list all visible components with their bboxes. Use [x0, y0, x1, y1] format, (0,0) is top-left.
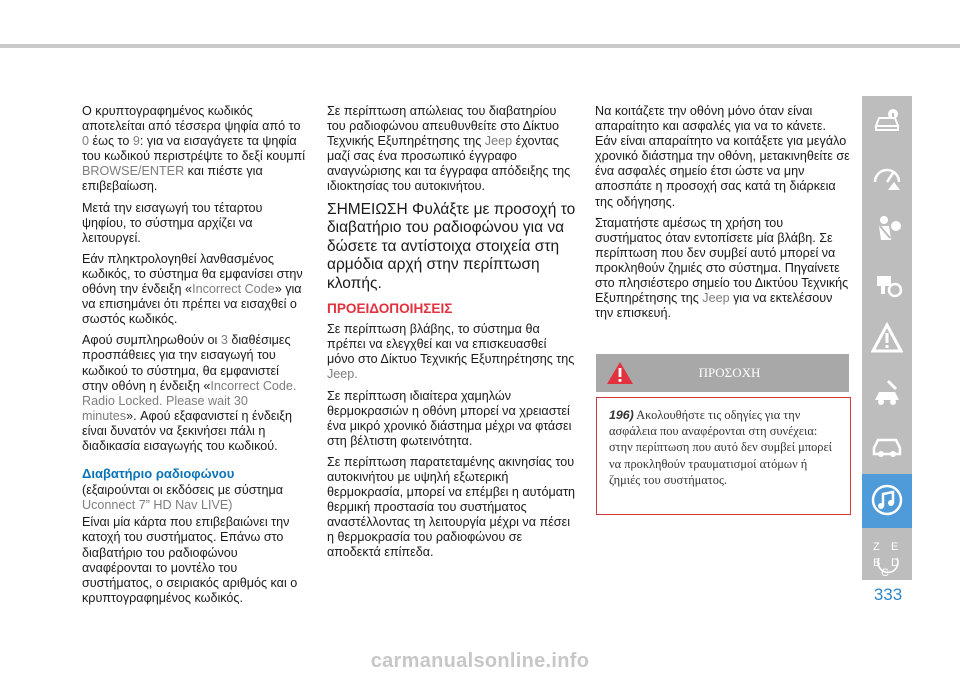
warning-number: 196) [609, 408, 634, 422]
note-keep-passport: ΣΗΜΕΙΩΣΗ Φυλάξτε με προσοχή το διαβατήριο του ραδιοφώνου για να δώσετε τα αντίστοιχα στοιχεία στη αρμόδια αρχή στην περίπτωση κλοπής. [327, 200, 576, 292]
tab-specifications[interactable] [862, 420, 912, 474]
grey-text: 9 [132, 134, 140, 149]
dashboard-warning-icon [871, 160, 903, 192]
tab-dashboard[interactable] [862, 150, 912, 204]
svg-text:D: D [891, 557, 899, 569]
warning-header [596, 354, 849, 392]
text-run: για να εκτελέσουν την επισκευή. [595, 291, 833, 321]
paragraph-radio-locked [82, 333, 306, 454]
paragraph-low-temperature: Σε περίπτωση ιδιαίτερα χαμηλών θερμοκρασιών η οθόνη μπορεί να χρειαστεί ένα μικρό χρονικό διάστημα μέχρι να φτάσει στη βέλτιστη φωτεινότητα. [327, 388, 572, 448]
heading-warnings: ΠΡΟΕΙΔΟΠΟΙΗΣΕΙΣ [327, 301, 453, 317]
svg-text:Z: Z [873, 541, 880, 553]
grey-text: 0 [82, 134, 90, 149]
tab-safety[interactable] [862, 204, 912, 258]
text-run: Ο κρυπτογραφημένος κωδικός αποτελείται από τέσσερα ψηφία από το [82, 104, 301, 134]
tab-car-info[interactable] [862, 96, 912, 150]
svg-text:C: C [881, 567, 889, 578]
svg-text:B: B [873, 557, 881, 569]
tab-index[interactable] [862, 528, 912, 582]
grey-text: 3 [220, 333, 228, 348]
text-run: και πιέστε για επιβεβαίωση. [82, 164, 263, 194]
grey-text: ) [228, 498, 233, 513]
tab-emergency[interactable] [862, 312, 912, 366]
text-run: (εξαιρούνται οι εκδόσεις με σύστημα [82, 483, 284, 498]
text-column-2 [327, 104, 577, 567]
grey-text: Jeep [702, 291, 730, 306]
text-run: Αφού συμπληρωθούν οι [82, 333, 221, 348]
watermark-text: carmanualsonline.info [370, 650, 590, 672]
subheading-radio-passport: Διαβατήριο ραδιοφώνου [82, 466, 235, 482]
paragraph-excluded-versions [82, 483, 306, 513]
text-run: ». Αφού εξαφανιστεί η ένδειξη είναι δυνατόν να ξεκινήσει πάλι η διαδικασία εισαγωγής του κωδικού. [82, 408, 292, 453]
multimedia-icon [871, 484, 903, 516]
text-run: διαθέσιμες προσπάθειες για την εισαγωγή του κωδικού το σύστημα, θα εμφανιστεί στην οθόνη η ένδειξη « [82, 333, 291, 393]
paragraph-after-fourth-digit: Μετά την εισαγωγή του τέταρτου ψηφίου, το σύστημα αρχίζει να λειτουργεί. [82, 200, 263, 245]
tab-maintenance[interactable] [862, 366, 912, 420]
paragraph-stop-using [595, 216, 851, 322]
grey-text: BROWSE/ENTER [82, 164, 185, 179]
car-spec-icon [871, 430, 903, 462]
chapter-tabs [862, 96, 912, 580]
paragraph-lost-passport [327, 104, 577, 195]
warning-text: Ακολουθήστε τις οδηγίες για την ασφάλεια που αναφέρονται στη συνέχεια: στην περίπτωση που αυτό δεν συμβεί μπορεί να προκληθούν τραυματισμοί ατόμων ή ζημιές του συστήματος. [609, 408, 832, 487]
svg-text:E: E [891, 541, 899, 553]
grey-text: Jeep. [327, 367, 358, 382]
grey-text: Incorrect Code [192, 282, 275, 297]
paragraph-code-digits [82, 104, 306, 195]
text-run: έως το [89, 134, 133, 149]
paragraph-thermal-protection: Σε περίπτωση παρατεταμένης ακινησίας του αυτοκινήτου με υψηλή εξωτερική θερμοκρασία, μπορεί να επέμβει η αυτόματη θερμική προστασία του συστήματος αναστέλλοντας τη λειτουργία μέχρι να πέσει η θερμοκρασία του ραδιοφώνου σε αποδεκτά επίπεδα. [327, 454, 576, 560]
tab-multimedia[interactable] [862, 474, 912, 528]
page-number: 333 [873, 585, 903, 604]
text-run: Σε περίπτωση απώλειας του διαβατηρίου του ραδιοφώνου απευθυνθείτε στο Δίκτυο Τεχνικής Εξυπηρέτησης της [327, 104, 560, 149]
key-start-icon [871, 268, 903, 300]
paragraph-incorrect-code [82, 252, 306, 327]
text-run: : για να εισαγάγετε τα ψηφία του κωδικού περιστρέψτε το δεξί κουμπί [82, 134, 305, 164]
text-column-1 [82, 104, 306, 612]
paragraph-look-at-screen: Να κοιτάζετε την οθόνη μόνο όταν είναι απαραίτητο και ασφαλές για να το κάνετε. Εάν είναι απαραίτητο να κοιτάξετε για μεγάλο χρονικό διάστημα την οθόνη, μετακινηθείτε σε ένα ασφαλές σημείο έτσι ώστε να μην αποσπάτε η προσοχή σας κατά τη διάρκεια της οδήγησης. [595, 104, 850, 209]
text-run: Εάν πληκτρολογηθεί λανθασμένος κωδικός, το σύστημα θα εμφανίσει στην οθόνη την ένδειξη « [82, 251, 303, 297]
grey-text: Jeep [484, 134, 513, 149]
warning-box [596, 397, 851, 515]
grey-text: Incorrect Code. Radio Locked. Please wait 30 minutes [82, 378, 297, 423]
text-run: » για να επισημάνει ότι πρέπει να εισαχθεί ο σωστός κωδικός. [82, 282, 302, 327]
warning-triangle-icon [871, 322, 903, 354]
seatbelt-airbag-icon [871, 214, 903, 246]
tab-starting[interactable] [862, 258, 912, 312]
text-run: έχοντας μαζί σας ένα προσωπικό έγγραφο αναγνώρισης και τα έγγραφα απόδειξης της ιδιοκτησίας του αυτοκινήτου. [327, 134, 571, 194]
paragraph-fault-service [327, 322, 577, 382]
paragraph-passport-card: Είναι μία κάρτα που επιβεβαιώνει την κατοχή του συστήματος. Επάνω στο διαβατήριο του ραδιοφώνου αναφέρονται το μοντέλο του συστήματος, ο σειριακός αριθμός και ο κρυπτογραφημένος κωδικός. [82, 515, 298, 605]
text-run: Σε περίπτωση βλάβης, το σύστημα θα πρέπει να ελεγχθεί και να επισκευασθεί μόνο στο Δίκτυο Τεχνικής Εξυπηρέτησης της [327, 322, 575, 367]
index-letters-icon [871, 538, 905, 578]
top-margin [0, 0, 960, 48]
warning-title: ΠΡΟΣΟΧΗ [698, 365, 761, 380]
grey-text: Uconnect 7” HD Nav LIVE [82, 498, 229, 513]
wrench-car-icon [871, 376, 903, 408]
text-column-3 [595, 104, 851, 327]
text-run: Σταματήστε αμέσως τη χρήση του συστήματος όταν εντοπίσετε μία βλάβη. Σε περίπτωση που δεν συμβεί αυτό μπορεί να προκληθούν ζημιές στο σύστημα. Πηγαίνετε στο πλησιέστερο σημείο του Δικτύου Τεχνικής Εξυπηρέτησης της [595, 215, 849, 306]
car-info-icon [871, 106, 903, 138]
header-rule [0, 44, 960, 48]
